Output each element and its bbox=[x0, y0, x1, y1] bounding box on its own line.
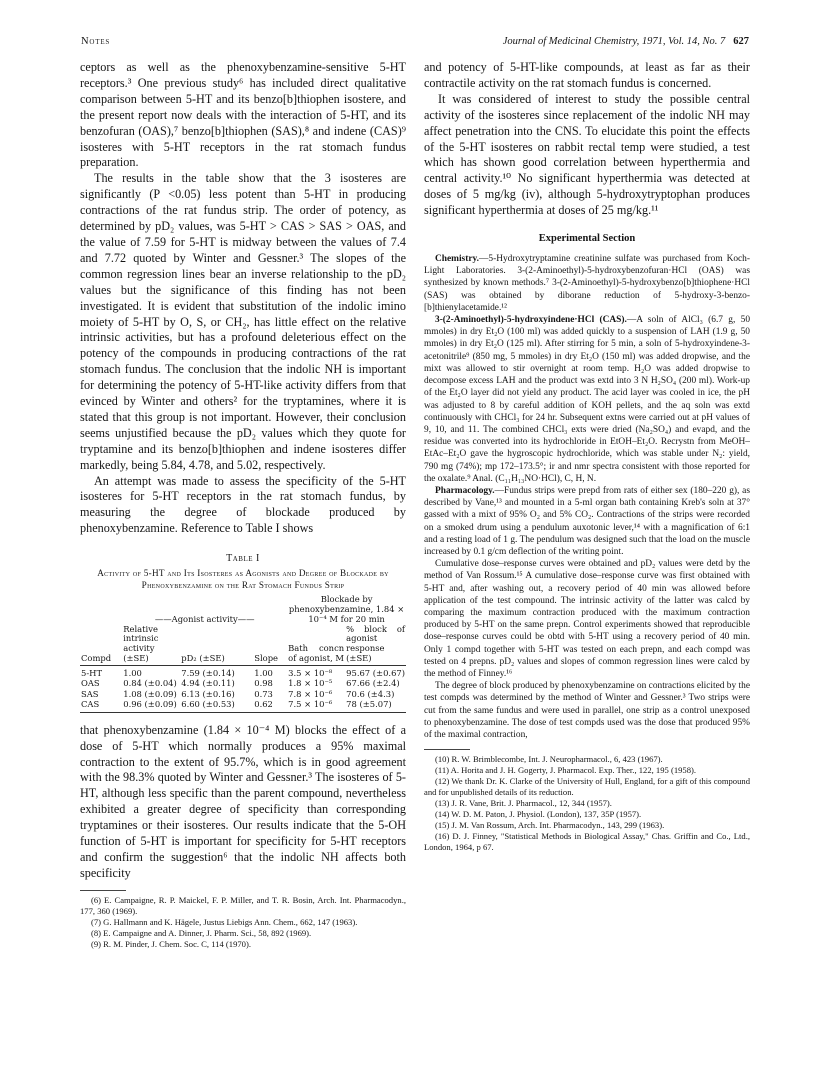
footnote: (9) R. M. Pinder, J. Chem. Soc. C, 114 (1970). bbox=[91, 938, 251, 949]
table-cell-pd2: 6.13 (±0.16) bbox=[181, 688, 235, 699]
running-head-journal bbox=[503, 36, 749, 47]
table-row bbox=[80, 699, 406, 712]
footnote: (6) E. Campaigne, R. P. Maickel, F. P. Miller, and T. R. Bosin, Arch. Int. Pharmacodyn., 177, 360 (1969). bbox=[80, 894, 406, 916]
footnote: (12) We thank Dr. K. Clarke of the University of Hull, England, for a gift of this compound and for unpublished details of its reduction. bbox=[424, 776, 750, 798]
table-cell-bath: 7.5 × 10⁻⁶ bbox=[287, 699, 345, 712]
pharmacology-paragraph bbox=[424, 485, 750, 558]
table-cell-compd: OAS bbox=[81, 678, 100, 689]
left-paragraph: ceptors as well as the phenoxybenzamine-sensitive 5-HT receptors.³ One previous study⁶ has included direct qualitative comparison between 5-HT and its benzo[b]thiophen isostere, and the present report now deals with the interaction of 5-HT, and its benzofuran (OAS),⁷ benzo[b]thiophen (SAS),⁸ and indene (CAS)⁹ isosteres with 5-HT receptors in the rat stomach fundus preparation. bbox=[80, 60, 406, 170]
chemistry-lead: Chemistry. bbox=[435, 254, 480, 265]
page-number: 627 bbox=[733, 36, 749, 47]
left-footnotes bbox=[80, 895, 406, 950]
table-label: Table I bbox=[226, 553, 260, 565]
section-title: Experimental Section bbox=[538, 233, 636, 245]
table-header-compd: Compd bbox=[80, 625, 122, 666]
journal-citation: Journal of Medicinal Chemistry, 1971, Vol. 14, No. 7 bbox=[502, 36, 726, 47]
left-body-continued bbox=[80, 723, 406, 882]
left-paragraph: The results in the table show that the 3 isosteres are significantly (P <0.05) less potent than 5-HT in producing contractions of the rat fundus strip. The order of potency, as determined by pD₂ values, was 5-HT > CAS > SAS > OAS, and the value of 7.59 for 5-HT is midway between the values of 7.4 and 7.72 quoted by Winter and Gessner.³ The slopes of the common regression lines bear an inverse relationship to the pD₂ values but the significance of this finding has not been investigated. It is evident that substitution of the indolic imino moiety of 5-HT by O, S, or CH₂, has little effect on the relative intrinsic activities, but has a profound deleterious effect on the potency of the compounds in producing contractions of the rat stomach fundus. The conclusion that the indolic NH is important for determining the potency of 5-HT-like activity differs from that evinced by Winter and others² for the tryptamines, where it is stated that this group is not important. However, their conclusion seems unjustified because the pD₂ values which they quote for tryptamine and its benzo[b]thiophen and indene isosteres differ markedly, being 5.84, 4.78, and 5.02, respectively. bbox=[80, 171, 406, 472]
pharmacology-text: —Fundus strips were prepd from rats of either sex (180–220 g), as described by Vane,¹³ and mounted in a 5-ml organ bath containing Kreb's soln at 37° gassed with a mixt of 95% O₂ and 5% CO₂. Contractions of the strips were recorded on a smoked drum using a pendulum auxotonic lever,¹⁴ with a magnification of 6:1 and a resting load of 1 g. The pendulum was designed such that the load on the muscle increased by 0.1 g/cm deflection of the writing point. bbox=[424, 485, 750, 557]
table-cell-block: 95.67 (±0.67) bbox=[346, 667, 405, 678]
table-cell-pd2: 4.94 (±0.11) bbox=[181, 678, 235, 689]
running-head-section: Notes bbox=[81, 36, 111, 47]
table-cell-intrinsic: 1.00 bbox=[123, 667, 142, 678]
pharmacology-lead: Pharmacology. bbox=[435, 485, 495, 496]
experimental-body bbox=[424, 253, 750, 741]
table-cell-compd: SAS bbox=[81, 688, 99, 699]
table-header-bath: Bath concn of agonist, M bbox=[287, 625, 345, 666]
right-body bbox=[424, 60, 750, 219]
footnote: (10) R. W. Brimblecombe, Int. J. Neuropharmacol., 6, 423 (1967). bbox=[435, 754, 663, 765]
table-cell-bath: 1.8 × 10⁻⁵ bbox=[288, 678, 333, 689]
footnote: (8) E. Campaigne and A. Dinner, J. Pharm. Sci., 58, 892 (1969). bbox=[91, 927, 312, 938]
footnote: (11) A. Horita and J. H. Gogerty, J. Pharmacol. Exp. Ther., 122, 195 (1958). bbox=[435, 765, 697, 776]
left-body bbox=[80, 60, 406, 537]
table-cell-slope: 1.00 bbox=[254, 667, 273, 678]
table-cell-intrinsic: 0.84 (±0.04) bbox=[123, 678, 177, 689]
table-header-slope: Slope bbox=[253, 625, 287, 666]
table-cell-pd2: 6.60 (±0.53) bbox=[180, 699, 253, 712]
methods-paragraph: The degree of block produced by phenoxybenzamine on contractions elicited by the test compds was determined by the method of Winter and Gessner.³ Two strips were cut from the same fundus and were used in parallel, one strip as a control unexposed to phenoxybenzamine. The dose of test compds used was the dose that produced 95% of the maximal contraction, bbox=[424, 681, 750, 740]
table-header-block: % block of agonist response (±SE) bbox=[345, 625, 406, 666]
footnote: (13) J. R. Vane, Brit. J. Pharmacol., 12, 344 (1957). bbox=[435, 798, 612, 809]
table-group-blockade: Blockade by phenoxybenzamine, 1.84 × 10⁻⁴ M for 20 min bbox=[288, 594, 405, 624]
chemistry-text: —5-Hydroxytryptamine creatinine sulfate was purchased from Koch-Light Laboratories. 3-(2-Aminoethyl)-5-hydroxybenzofuran·HCl (OAS) was synthesized by known methods.⁷ 3-(2-Aminoethyl)-5-hydroxybenzo[b]thiophene·HCl (SAS) was obtained by diborane reduction of 5-hydroxy-3-benzo-[b]thienylacetamide.¹² bbox=[424, 254, 750, 313]
table-header-empty bbox=[80, 595, 122, 624]
table-cell-compd: 5-HT bbox=[81, 667, 103, 678]
table-cell-block: 70.6 (±4.3) bbox=[346, 688, 395, 699]
results-table bbox=[80, 595, 406, 713]
right-paragraph: It was considered of interest to study the possible central activity of the isosteres since replacement of the indolic NH may affect penetration into the CNS. To elucidate this point the effects of the 5-HT isosteres on rabbit rectal temp were studied, a test which has shown good correlation between hyperthermia and central activity.¹⁰ No significant hyperthermia was detected at doses of 5 mg/kg (iv), although 5-hydroxytryptophan produces significant hyperthermia at doses of 25 mg/kg.¹¹ bbox=[424, 91, 750, 218]
right-footnotes bbox=[424, 754, 750, 853]
right-paragraph: and potency of 5-HT-like compounds, at least as far as their contractile activity on the rat stomach fundus is concerned. bbox=[424, 60, 750, 90]
table-row bbox=[80, 678, 406, 689]
table-cell-slope: 0.62 bbox=[253, 699, 287, 712]
table-cell-bath: 7.8 × 10⁻⁶ bbox=[288, 688, 333, 699]
footnote: (15) J. M. Van Rossum, Arch. Int. Pharmacodyn., 143, 299 (1963). bbox=[435, 820, 665, 831]
footnote-rule bbox=[424, 749, 470, 750]
table-cell-slope: 0.98 bbox=[254, 678, 273, 689]
footnote: (7) G. Hallmann and K. Hägele, Justus Liebigs Ann. Chem., 662, 147 (1963). bbox=[91, 916, 358, 927]
table-cell-compd: CAS bbox=[80, 699, 122, 712]
left-paragraph: that phenoxybenzamine (1.84 × 10⁻⁴ M) blocks the effect of a dose of 5-HT which normally produces a 95% maximal contraction to the extent of 95.7%, which is in good agreement with the 98.3% quoted by Winter and Gessner.³ The isosteres of 5-HT, although less specific than the parent compound, nevertheless exhibited a greater degree of specificity than corresponding tryptamines or their isosteres. Our results indicate that the 5-OH function of 5-HT is important for specificity for 5-HT receptors and confirm the suggestion⁶ that the indolic NH affects both specificity bbox=[80, 722, 406, 880]
footnote-rule bbox=[80, 890, 126, 891]
footnote: (14) W. D. M. Paton, J. Physiol. (London), 137, 35P (1957). bbox=[435, 809, 642, 820]
table-row bbox=[80, 665, 406, 678]
table-cell-intrinsic: 1.08 (±0.09) bbox=[123, 688, 177, 699]
table-cell-pd2: 7.59 (±0.14) bbox=[181, 667, 235, 678]
table-group-agonist: ——Agonist activity—— bbox=[154, 613, 255, 624]
chemistry-paragraph bbox=[424, 253, 750, 314]
cas-paragraph bbox=[424, 314, 750, 485]
methods-paragraph: Cumulative dose–response curves were obtained and pD₂ values were detd by the method of Van Rossum.¹⁵ A cumulative dose–response curve was first obtained with 5-HT and, after washing out, a recovery period of 40 min was allowed before application of the test compound. The intrinsic activity of the latter was calcd by comparing the maximum contraction produced with the maximum contraction produced by 5-HT on the same prepn. Control experiments showed that reproducible dose–response curves could be obtd with 5-HT using a recovery period of 40 min. Only 1 compd together with 5-HT was tested on each prepn, and each compd was tested on 4 prepns. pD₂ values and slopes of common regression lines were calcd by the method of Finney.¹⁶ bbox=[424, 559, 750, 679]
footnote: (16) D. J. Finney, "Statistical Methods in Biological Assay," Chas. Griffin and Co., Ltd., London, 1964, p 67. bbox=[424, 831, 750, 853]
right-column bbox=[424, 60, 750, 853]
cas-text: —A soln of AlCl₃ (6.7 g, 50 mmoles) in dry Et₂O (100 ml) was added quickly to a suspension of LAH (1.9 g, 50 mmoles) in dry Et₂O (125 ml). After stirring for 5 min, a soln of 5-hydroxyindene-3-acetonitrile⁹ (850 mg, 5 mmoles) in dry Et₂O (150 ml) was added dropwise, and the mixt was allowed to stir overnight at room temp. H₂O was added dropwise to decompose excess LAH and the product was extd into 3 N H₂SO₄ (200 ml). Work-up of the Et₂O layer did not yield any product. The acid layer was cooled in ice, the pH was adjusted to 8 by careful addition of KOH pellets, and the aq soln was extd continuously with CHCl₃ for 24 hr. Subsequent extns were carried out at pH values of 9, 10, and 11. The combined CHCl₃ exts were dried (Na₂SO₄) and evapd, and the residue was converted into its hydrochloride in EtOH–Et₂O. Recrystn from MeOH–EtAc–Et₂O gave the hygroscopic hydrochloride, which was stable under N₂: yield, 790 mg (74%); mp 172–173.5°; ir and nmr spectra consistent with those reported for the oxalate.⁹ Anal. (C₁₁H₁₃NO·HCl), C, H, N. bbox=[424, 315, 751, 484]
table-cell-block: 78 (±5.07) bbox=[345, 699, 406, 712]
cas-lead: 3-(2-Aminoethyl)-5-hydroxyindene·HCl (CAS). bbox=[435, 315, 627, 326]
table-header-pd2: pD₂ (±SE) bbox=[180, 625, 253, 666]
table-cell-bath: 3.5 × 10⁻⁸ bbox=[288, 667, 333, 678]
table-caption: Activity of 5-HT and Its Isosteres as Agonists and Degree of Blockade by Phenoxybenzamine on the Rat Stomach Fundus Strip bbox=[97, 568, 389, 591]
left-column bbox=[80, 60, 406, 950]
table-cell-block: 67.66 (±2.4) bbox=[346, 678, 400, 689]
table-cell-intrinsic: 0.96 (±0.09) bbox=[122, 699, 180, 712]
table-cell-slope: 0.73 bbox=[254, 688, 273, 699]
table-row bbox=[80, 689, 406, 700]
left-paragraph: An attempt was made to assess the specificity of the 5-HT isosteres for 5-HT receptors in the rat stomach fundus, by measuring the degree of blockade produced by phenoxybenzamine. Reference to Table I shows bbox=[80, 473, 406, 536]
table-header-intrinsic: Relative intrinsic activity (±SE) bbox=[122, 625, 180, 666]
